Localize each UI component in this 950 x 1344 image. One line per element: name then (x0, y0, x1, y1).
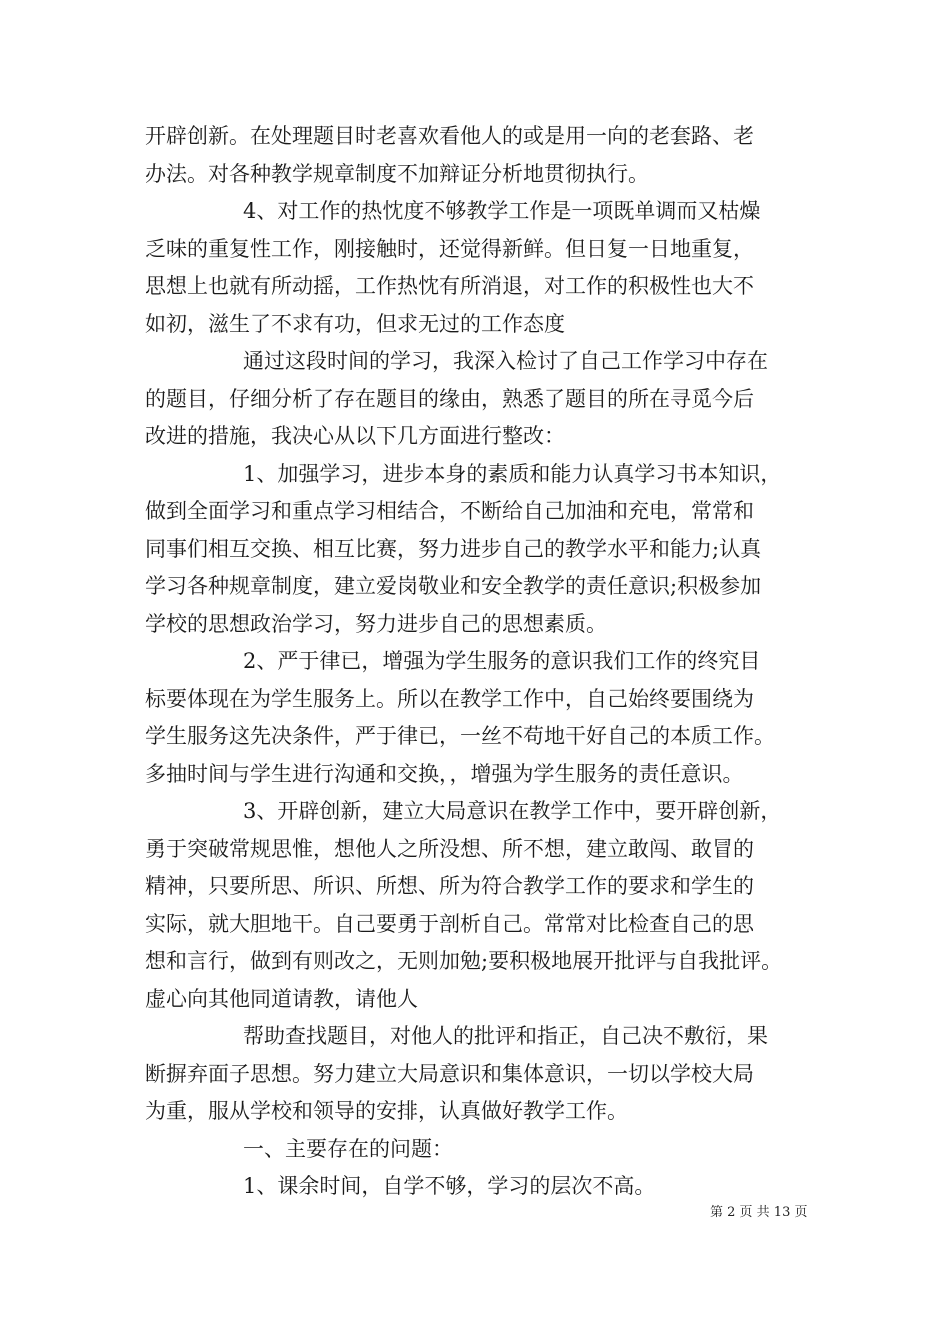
text-line: 想和言行，做到有则改之，无则加勉;要积极地展开批评与自我批评。 (145, 949, 783, 973)
text-line: 勇于突破常规思惟，想他人之所没想、所不想，建立敢闯、敢冒的 (145, 836, 754, 861)
text-line: 4、对工作的热忱度不够教学工作是一项既单调而又枯燥 (243, 199, 761, 223)
text-line: 标要体现在为学生服务上。所以在教学工作中，自己始终要围绕为 (145, 686, 754, 711)
text-line: 多抽时间与学生进行沟通和交换，，增强为学生服务的责任意识。 (145, 761, 744, 786)
text-line: 1、课余时间，自学不够，学习的层次不高。 (243, 1174, 656, 1198)
text-line: 为重，服从学校和领导的安排，认真做好教学工作。 (145, 1099, 628, 1123)
text-line: 乏味的重复性工作，刚接触时，还觉得新鲜。但日复一日地重复， (145, 236, 754, 261)
text-line: 改进的措施，我决心从以下几方面进行整改： (145, 424, 565, 448)
text-line: 精神，只要所思、所识、所想、所为符合教学工作的要求和学生的 (145, 874, 754, 898)
text-line: 断摒弃面子思想。努力建立大局意识和集体意识，一切以学校大局 (145, 1061, 754, 1086)
page-number: 第 2 页 共 13 页 (710, 1205, 808, 1220)
text-line: 的题目，仔细分析了存在题目的缘由，熟悉了题目的所在寻觅今后 (145, 386, 754, 411)
text-line: 3、开辟创新，建立大局意识在教学工作中，要开辟创新， (243, 799, 782, 823)
text-line: 做到全面学习和重点学习相结合，不断给自己加油和充电，常常和 (145, 499, 754, 523)
text-line: 如初，滋生了不求有功，但求无过的工作态度 (145, 311, 565, 336)
text-line: 同事们相互交换、相互比赛，努力进步自己的教学水平和能力;认真 (145, 536, 762, 561)
text-line: 学习各种规章制度，建立爱岗敬业和安全教学的责任意识;积极参加 (145, 574, 762, 598)
text-line: 1、加强学习，进步本身的素质和能力认真学习书本知识， (243, 461, 782, 486)
text-line: 一、主要存在的问题： (243, 1136, 453, 1161)
text-line: 帮助查找题目，对他人的批评和指正，自己决不敷衍，果 (243, 1024, 768, 1048)
text-line: 学生服务这先决条件，严于律已，一丝不苟地干好自己的本质工作。 (145, 724, 775, 748)
text-line: 实际，就大胆地干。自己要勇于剖析自己。常常对比检查自己的思 (145, 911, 754, 936)
text-line: 虚心向其他同道请教，请他人 (145, 986, 418, 1011)
text-line: 办法。对各种教学规章制度不加辩证分析地贯彻执行。 (145, 161, 649, 186)
text-line: 学校的思想政治学习，努力进步自己的思想素质。 (145, 611, 607, 636)
text-line: 思想上也就有所动摇，工作热忱有所消退，对工作的积极性也大不 (145, 274, 754, 298)
document-body (145, 118, 820, 1206)
text-line: 开辟创新。在处理题目时老喜欢看他人的或是用一向的老套路、老 (145, 124, 754, 148)
text-line: 通过这段时间的学习，我深入检讨了自己工作学习中存在 (243, 349, 768, 373)
text-line: 2、严于律已，增强为学生服务的意识我们工作的终究目 (243, 649, 761, 673)
